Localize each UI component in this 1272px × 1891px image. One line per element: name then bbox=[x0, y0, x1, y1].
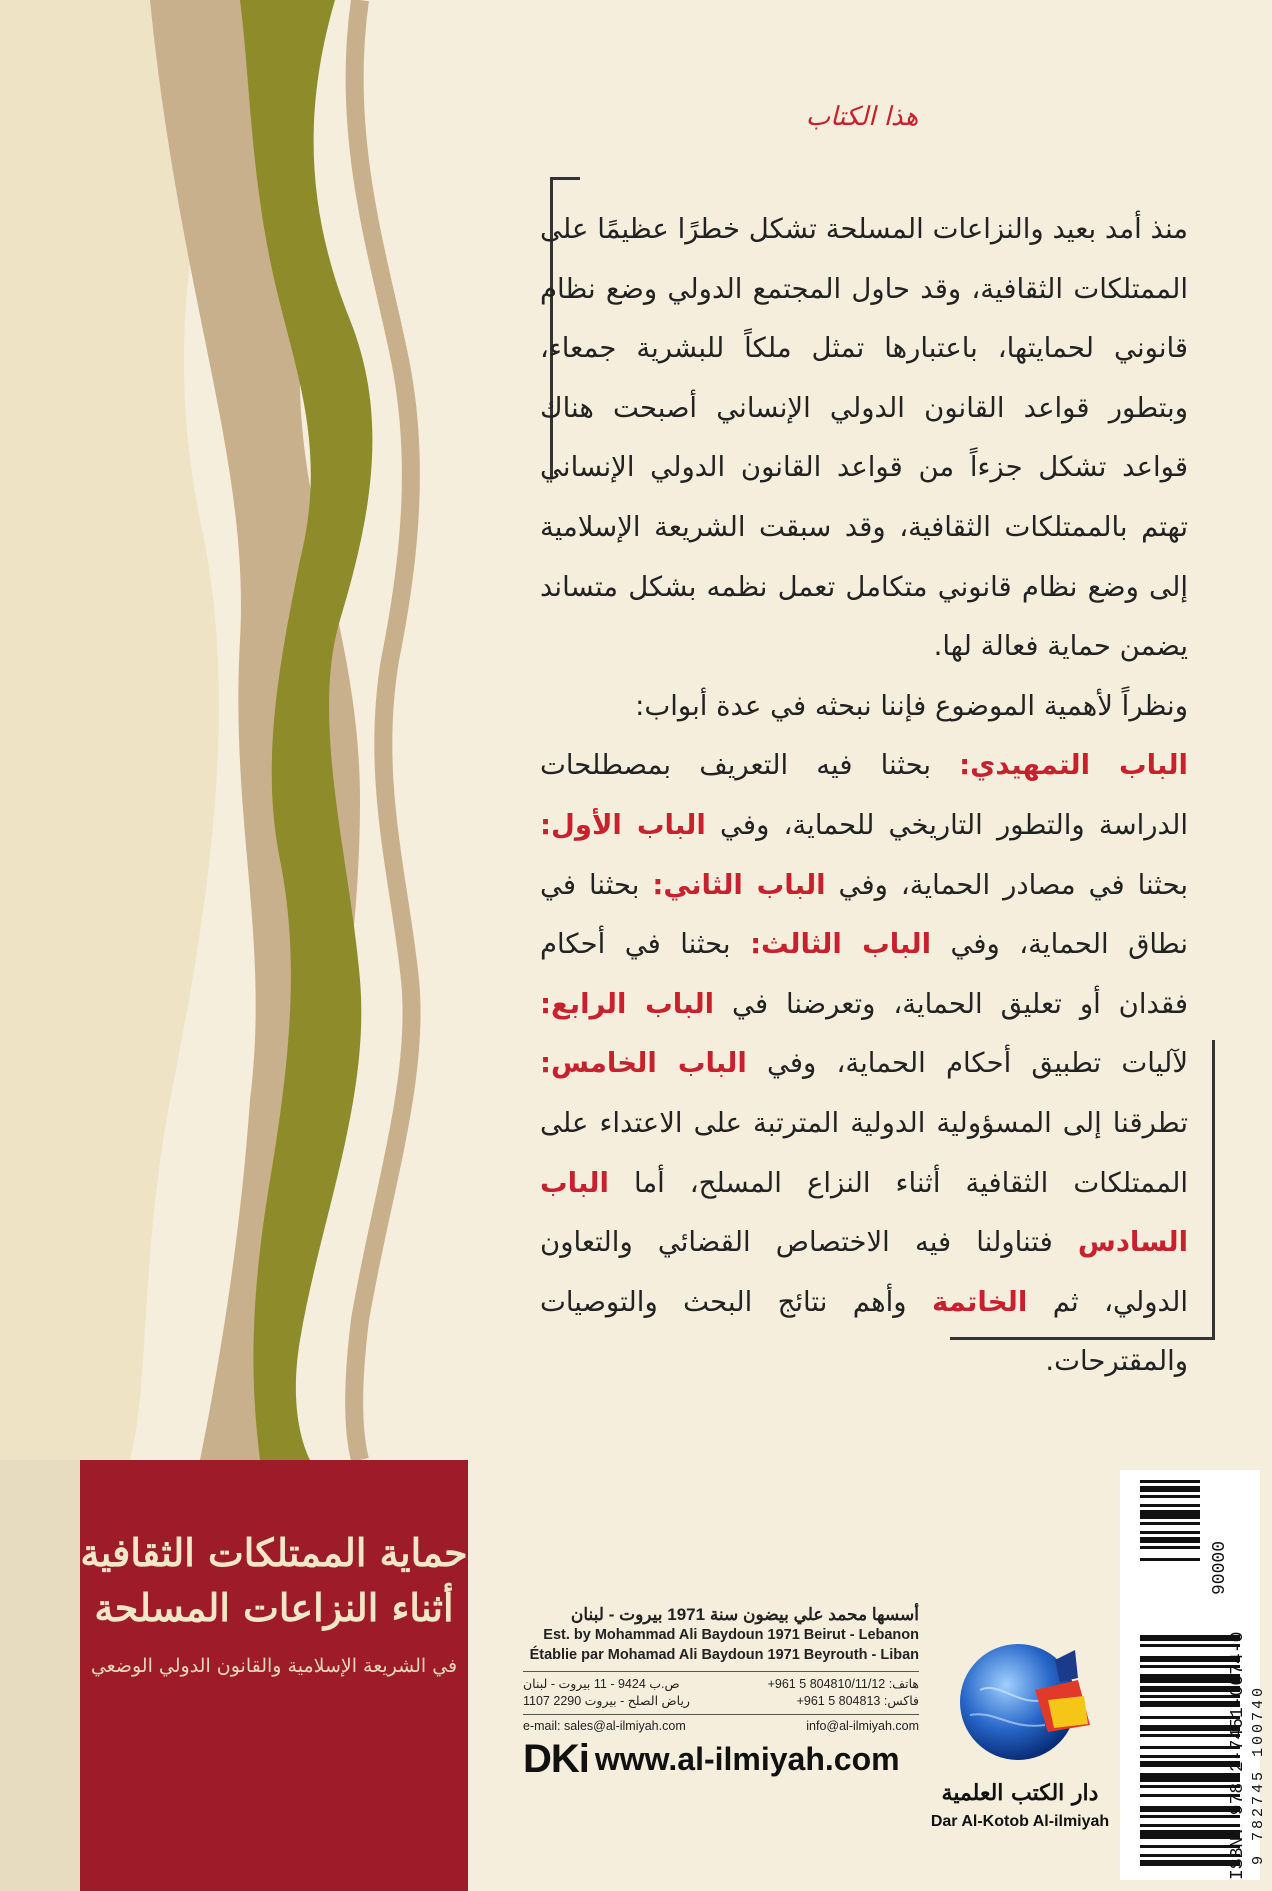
barcode-bar bbox=[1140, 1701, 1240, 1707]
barcode-bar bbox=[1140, 1854, 1240, 1857]
dki-logo: DKi bbox=[523, 1737, 589, 1781]
chapter-intro-text: بحثنا فيه التعريف بمصطلحات الدراسة والتطور التاريخي للحماية، وفي bbox=[540, 749, 1188, 841]
chapter-6-text: فتناولنا فيه الاختصاص القضائي والتعاون الدولي، ثم bbox=[540, 1226, 1188, 1318]
chapter-1-text: بحثنا في مصادر الحماية، وفي bbox=[825, 868, 1188, 901]
chapter-4-text: لآليات تطبيق أحكام الحماية، وفي bbox=[746, 1047, 1188, 1080]
barcode-bar bbox=[1140, 1785, 1240, 1788]
po-box: ص.ب 9424 - 11 بيروت - لبنان bbox=[523, 1677, 680, 1691]
chapter-2-heading: الباب الثاني: bbox=[652, 868, 826, 901]
barcode-bar bbox=[1140, 1794, 1240, 1797]
price-barcode-bar bbox=[1140, 1486, 1200, 1492]
barcode-bar bbox=[1140, 1635, 1240, 1641]
chapter-3-heading: الباب الثالث: bbox=[750, 928, 932, 961]
chapter-5-heading: الباب الخامس: bbox=[540, 1047, 747, 1080]
price-barcode-bar bbox=[1140, 1480, 1200, 1483]
publisher-name-english: Dar Al-Kotob Al-ilmiyah bbox=[930, 1813, 1110, 1830]
chapter-5-text: تطرقنا إلى المسؤولية الدولية المترتبة على الاعتداء على الممتلكات الثقافية أثناء النزاع المسلح، أما bbox=[540, 1106, 1188, 1199]
website-row bbox=[523, 1737, 919, 1782]
book-subtitle: في الشريعة الإسلامية والقانون الدولي الوضعي bbox=[90, 1655, 458, 1677]
conclusion-text: وأهم نتائج البحث والتوصيات والمقترحات. bbox=[540, 1285, 1188, 1378]
barcode-bar bbox=[1140, 1665, 1240, 1668]
synopsis-paragraph-2 bbox=[540, 677, 1188, 1392]
chapter-4-heading: الباب الرابع: bbox=[540, 987, 715, 1020]
book-title-line-1: حماية الممتلكات الثقافية bbox=[80, 1530, 468, 1575]
barcode-bar bbox=[1140, 1746, 1240, 1749]
synopsis-paragraph-1: منذ أمد بعيد والنزاعات المسلحة تشكل خطرًا عظيمًا على الممتلكات الثقافية، وقد حاول المجتمع الدولي وضع نظام قانوني لحمايتها، باعتبارها تمثل ملكاً للبشرية جمعاء، وبتطور قواعد القانون الدولي الإنساني أصبحت هناك قواعد تشكل جزءاً من قواعد القانون الدولي الإنساني تهتم بالممتلكات الثقافية، وقد سبقت الشريعة الإسلامية إلى وضع نظام قانوني متكامل تعمل نظمه بشكل متساند يضمن حماية فعالة لها. bbox=[540, 213, 1188, 663]
barcode-bar bbox=[1140, 1734, 1240, 1737]
intro-line: ونظراً لأهمية الموضوع فإننا نبحثه في عدة أبواب: bbox=[635, 689, 1188, 722]
contact-row-1 bbox=[523, 1676, 919, 1691]
sales-email: e-mail: sales@al-ilmiyah.com bbox=[523, 1719, 686, 1733]
price-barcode-bar bbox=[1140, 1531, 1200, 1534]
barcode-bar bbox=[1140, 1644, 1240, 1647]
barcode-bar bbox=[1140, 1686, 1240, 1692]
synopsis bbox=[540, 200, 1188, 1392]
divider bbox=[523, 1671, 919, 1672]
chapter-intro-heading: الباب التمهيدي: bbox=[959, 749, 1188, 782]
barcode-bar bbox=[1140, 1656, 1240, 1662]
founded-arabic: أسسها محمد علي بيضون سنة 1971 بيروت - لبنان bbox=[570, 1605, 919, 1624]
riad-address: رياض الصلح - بيروت 2290 1107 bbox=[523, 1694, 690, 1708]
barcode-bar bbox=[1140, 1830, 1240, 1839]
price-barcode-bar bbox=[1140, 1510, 1200, 1519]
founded-english: Est. by Mohammad Ali Baydoun 1971 Beirut - Lebanon bbox=[543, 1627, 919, 1643]
book-title-line-2: أثناء النزاعات المسلحة bbox=[94, 1585, 454, 1630]
price-code: 90000 bbox=[1210, 1540, 1230, 1595]
price-barcode-bar bbox=[1140, 1495, 1200, 1498]
frame-line-top-h bbox=[550, 177, 580, 180]
publisher-info bbox=[523, 1605, 919, 1782]
chapter-1-heading: الباب الأول: bbox=[540, 808, 706, 841]
email-row bbox=[523, 1719, 919, 1733]
fax: فاكس: 804813 5 961+ bbox=[796, 1694, 919, 1708]
barcode-bar bbox=[1140, 1716, 1240, 1719]
barcode-bar bbox=[1140, 1815, 1240, 1818]
frame-line-bottom bbox=[1212, 1040, 1215, 1340]
barcode-digits: 9 782745 100740 bbox=[1250, 1684, 1267, 1865]
barcode-bar bbox=[1140, 1845, 1240, 1848]
isbn-barcode bbox=[1120, 1470, 1267, 1880]
telephone: هاتف: 804810/11/12 5 961+ bbox=[767, 1677, 919, 1691]
barcode-bar bbox=[1140, 1674, 1240, 1683]
conclusion-heading: الخاتمة bbox=[931, 1285, 1028, 1318]
chapter-2-text: بحثنا في نطاق الحماية، وفي bbox=[540, 868, 1188, 961]
section-heading: هذا الكتاب bbox=[805, 102, 919, 132]
publisher-globe-logo-icon bbox=[950, 1620, 1100, 1770]
website-url: www.al-ilmiyah.com bbox=[594, 1741, 900, 1777]
price-barcode-bar bbox=[1140, 1504, 1200, 1507]
chapter-6-heading: الباب السادس bbox=[540, 1166, 1188, 1259]
isbn-label: ISBN: 978-2-7451-0074-0 bbox=[1228, 1631, 1248, 1880]
book-title-box bbox=[80, 1460, 468, 1891]
barcode-bar bbox=[1140, 1806, 1240, 1812]
barcode-bar bbox=[1140, 1755, 1240, 1758]
barcode-bar bbox=[1140, 1725, 1240, 1731]
chapter-3-text: بحثنا في أحكام فقدان أو تعليق الحماية، وتعرضنا في bbox=[540, 928, 1189, 1020]
info-email: info@al-ilmiyah.com bbox=[806, 1719, 919, 1733]
divider bbox=[523, 1714, 919, 1715]
barcode-bar bbox=[1140, 1860, 1240, 1866]
barcode-bar bbox=[1140, 1824, 1240, 1827]
founded-french: Établie par Mohamad Ali Baydoun 1971 Beyrouth - Liban bbox=[529, 1647, 919, 1663]
barcode-bar bbox=[1140, 1773, 1240, 1782]
price-barcode-bar bbox=[1140, 1546, 1200, 1549]
contact-row-2 bbox=[523, 1693, 919, 1708]
price-barcode-bar bbox=[1140, 1558, 1200, 1561]
price-barcode-bar bbox=[1140, 1522, 1200, 1525]
barcode-bar bbox=[1140, 1761, 1240, 1767]
barcode-bar bbox=[1140, 1695, 1240, 1698]
publisher-name-arabic: دار الكتب العلمية bbox=[941, 1780, 1099, 1806]
price-barcode-bar bbox=[1140, 1537, 1200, 1543]
